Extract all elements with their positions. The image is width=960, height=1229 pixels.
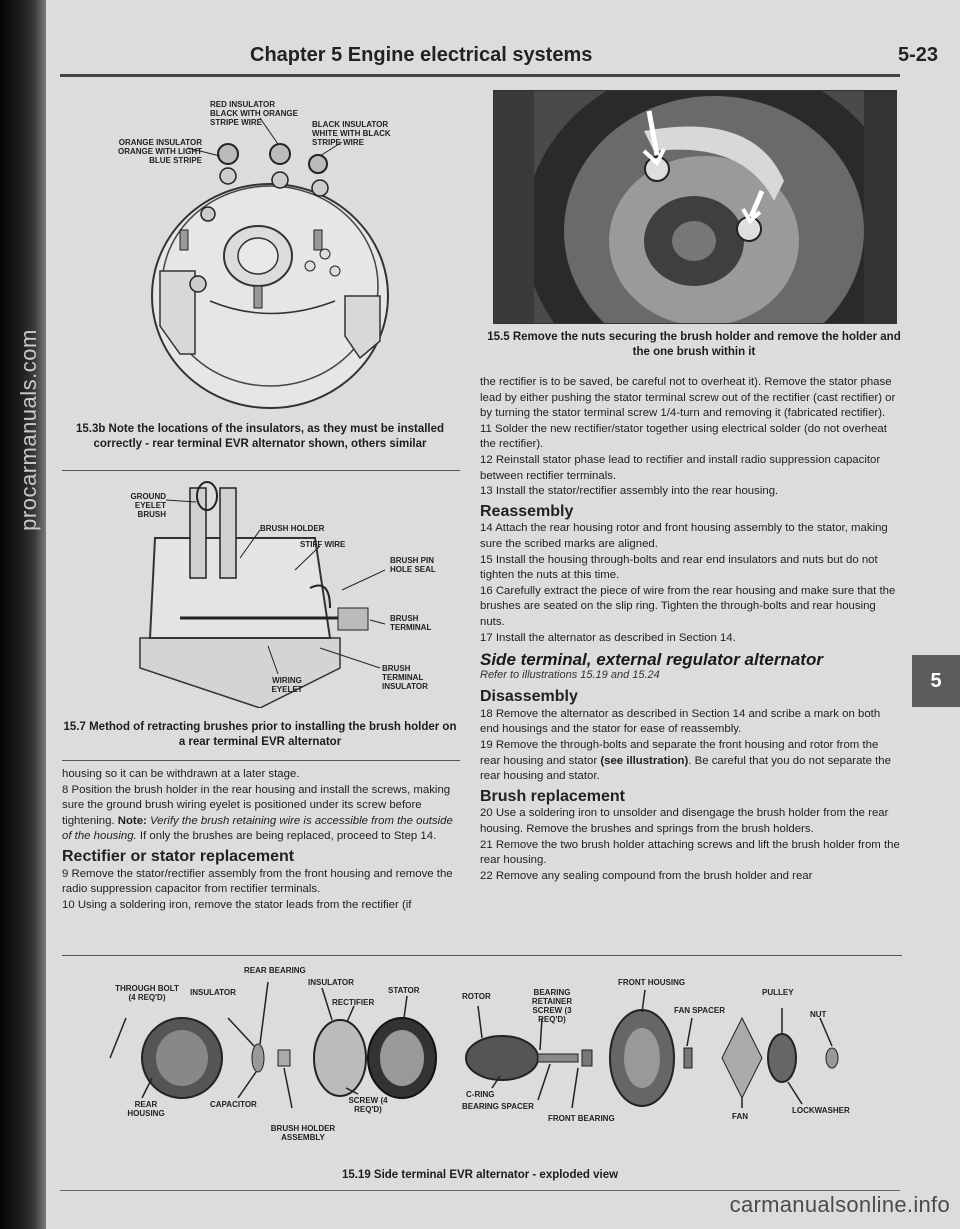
rule-after-15-7 [62, 760, 460, 761]
paragraph-11: 11 Solder the new rectifier/stator together using electrical solder (do not overheat the rectifier). [480, 422, 887, 451]
p19-text-b: . Be careful that you do not separate the rear housing and stator. [480, 754, 891, 783]
heading-side-terminal: Side terminal, external regulator alternator [480, 650, 823, 670]
paragraph-19 [480, 738, 900, 785]
paragraph-10: 10 Using a soldering iron, remove the stator leads from the rectifier (if [62, 898, 412, 911]
heading-disassembly: Disassembly [480, 688, 578, 706]
label-black-insulator: BLACK INSULATOR WHITE WITH BLACK STRIPE WIRE [312, 120, 391, 147]
book-binding-shadow [0, 0, 46, 1229]
label-nut: NUT [810, 1010, 827, 1019]
left-column-text [62, 767, 458, 913]
footer-watermark: carmanualsonline.info [729, 1192, 950, 1217]
label-bearing-retainer-screw: BEARING RETAINER SCREW (3 REQ'D) [531, 988, 573, 1024]
label-rear-housing: REAR HOUSING [127, 1100, 165, 1118]
label-brush-holder: BRUSH HOLDER [260, 524, 325, 533]
label-brush-terminal-insulator: BRUSH TERMINAL INSULATOR [382, 664, 428, 691]
label-rear-bearing: REAR BEARING [244, 966, 306, 975]
right-column-text [480, 375, 900, 884]
label-rotor: ROTOR [462, 992, 491, 1001]
paragraph-9: 9 Remove the stator/rectifier assembly from the front housing and remove the radio suppression capacitor from rectifier terminals. [62, 867, 453, 896]
p8-text-b: If only the brushes are being replaced, proceed to Step 14. [136, 830, 437, 843]
rule-after-15-3b [62, 470, 460, 471]
label-insulator-mid: INSULATOR [308, 978, 354, 987]
label-wiring-eyelet: WIRING EYELET [271, 676, 303, 694]
p19-text-a: 19 Remove the through-bolts and separate the front housing and rotor from the rear housing and stator [480, 739, 879, 767]
page-number: 5-23 [897, 44, 938, 66]
paragraph-17: 17 Install the alternator as described in Section 14. [480, 631, 736, 644]
paragraph-10-continued: the rectifier is to be saved, be careful not to overheat it). Remove the stator phase lead by either pushing the stator terminal screw out of the rectifier (cast rectifier) or by turning the stator terminal screw 1/4-turn and removing it (fabricated rectifier). [480, 376, 896, 420]
label-insulator-left: INSULATOR [190, 988, 236, 997]
label-orange-insulator: ORANGE INSULATOR ORANGE WITH LIGHT BLUE STRIPE [118, 138, 202, 165]
label-front-housing: FRONT HOUSING [618, 978, 686, 987]
refer-illustrations: Refer to illustrations 15.19 and 15.24 [480, 668, 660, 681]
bottom-rule [60, 1190, 900, 1191]
rule-before-15-19 [62, 955, 902, 956]
label-stiff-wire: STIFF WIRE [300, 540, 346, 549]
label-bearing-spacer: BEARING SPACER [462, 1102, 534, 1111]
chapter-title: Chapter 5 Engine electrical systems [250, 44, 593, 66]
figure-15-7 [80, 478, 460, 708]
p8-text-a: 8 Position the brush holder in the rear housing and install the screws, making sure the ground brush wiring eyelet is positioned under its screw before tightening. [62, 783, 451, 827]
chapter-tab: 5 [912, 655, 960, 707]
caption-15-5: 15.5 Remove the nuts securing the brush holder and remove the holder and the one brush within it [487, 331, 901, 358]
paragraph-13: 13 Install the stator/rectifier assembly into the rear housing. [480, 485, 779, 498]
heading-rectifier-stator: Rectifier or stator replacement [62, 847, 295, 865]
label-pulley: PULLEY [762, 988, 794, 997]
label-front-bearing: FRONT BEARING [548, 1114, 615, 1123]
label-screw: SCREW (4 REQ'D) [348, 1096, 388, 1114]
paragraph-22: 22 Remove any sealing compound from the brush holder and rear [480, 869, 813, 882]
caption-15-19: 15.19 Side terminal EVR alternator - exploded view [341, 1169, 619, 1181]
paragraph-14: 14 Attach the rear housing rotor and front housing assembly to the stator, making sure the scribed marks are aligned. [480, 522, 888, 550]
figure-15-19 [62, 958, 902, 1158]
label-ground-eyelet: GROUND EYELET BRUSH [130, 492, 166, 519]
header-rule [60, 74, 900, 77]
p8-note-label: Note: [117, 814, 147, 827]
side-watermark: procarmanuals.com [16, 329, 41, 531]
caption-15-3b: 15.3b Note the locations of the insulators, as they must be installed correctly - rear terminal EVR alternator shown, others similar [75, 423, 445, 450]
paragraph-12: 12 Reinstall stator phase lead to rectifier and install radio suppression capacitor between rectifier terminals. [480, 453, 881, 482]
caption-15-7: 15.7 Method of retracting brushes prior to installing the brush holder on a rear terminal EVR alternator [63, 721, 457, 748]
label-brush-terminal: BRUSH TERMINAL [390, 614, 432, 632]
label-capacitor: CAPACITOR [210, 1100, 257, 1109]
heading-brush-replacement: Brush replacement [480, 787, 625, 805]
paragraph-8 [62, 783, 458, 845]
label-stator: STATOR [388, 986, 420, 995]
figure-15-3b [80, 96, 460, 416]
paragraph-16: 16 Carefully extract the piece of wire from the rear housing and make sure that the brushes are seated on the slip ring. Tighten the through-bolts and rear housing nuts. [480, 584, 896, 628]
p8-note: Verify the brush retaining wire is accessible from the outside of the housing. [62, 814, 453, 843]
paragraph-21: 21 Remove the two brush holder attaching screws and lift the brush holder from the rear housing. [480, 838, 900, 867]
label-brush-holder-assembly: BRUSH HOLDER ASSEMBLY [270, 1124, 336, 1142]
brush-holder-photo [494, 91, 896, 323]
paragraph-continued: housing so it can be withdrawn at a later stage. [62, 768, 300, 780]
label-fan: FAN [732, 1112, 748, 1121]
paragraph-15: 15 Install the housing through-bolts and rear end insulators and nuts but do not tighten the nuts at this time. [480, 553, 878, 582]
label-lockwasher: LOCKWASHER [792, 1106, 850, 1115]
paragraph-18: 18 Remove the alternator as described in Section 14 and scribe a mark on both end housings and the stator for ease of reassembly. [480, 707, 881, 736]
label-rectifier: RECTIFIER [332, 998, 375, 1007]
label-through-bolt: THROUGH BOLT (4 REQ'D) [115, 984, 179, 1002]
label-brush-pin: BRUSH PIN HOLE SEAL [390, 556, 436, 574]
paragraph-20: 20 Use a soldering iron to unsolder and disengage the brush holder from the rear housing. Remove the brushes and springs from the brush holders. [480, 807, 889, 836]
figure-15-5-photo [493, 90, 897, 324]
label-red-insulator: RED INSULATOR BLACK WITH ORANGE STRIPE WIRE [210, 100, 298, 127]
label-fan-spacer: FAN SPACER [674, 1006, 725, 1015]
label-c-ring: C-RING [466, 1090, 495, 1099]
heading-reassembly: Reassembly [480, 502, 574, 520]
p19-illustration-ref: (see illustration) [600, 754, 689, 767]
